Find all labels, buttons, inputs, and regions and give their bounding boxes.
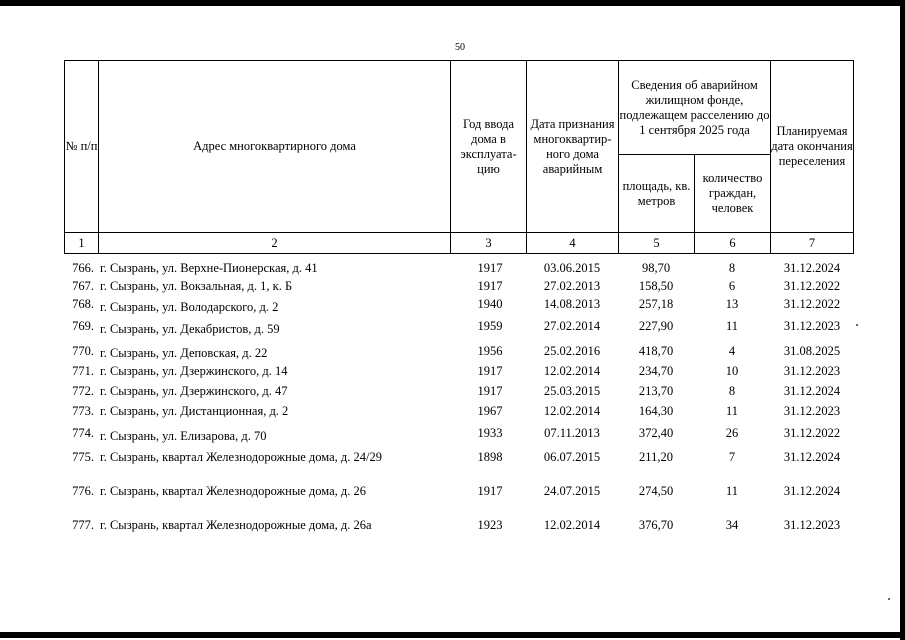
row-date: 07.11.2013 (544, 426, 600, 440)
header-count: количество граждан, человек (702, 171, 763, 215)
row-number: 772. (72, 384, 94, 398)
col-number-6: 6 (729, 235, 736, 250)
header-end: Планируемая дата окончания переселения (771, 124, 853, 168)
row-date: 12.02.2014 (543, 404, 601, 418)
row-end-date: 31.12.2024 (783, 384, 841, 398)
row-count: 11 (725, 404, 739, 418)
row-date: 24.07.2015 (543, 484, 601, 498)
row-area: 98,70 (641, 261, 671, 275)
row-year: 1917 (477, 384, 503, 398)
row-count: 10 (725, 364, 739, 378)
row-address: г. Сызрань, ул. Вокзальная, д. 1, к. Б (100, 279, 293, 293)
row-end-date: 31.12.2022 (783, 297, 841, 311)
scan-right-border (900, 0, 905, 640)
row-address: г. Сызрань, квартал Железнодорожные дома, д. 26 (100, 484, 367, 498)
row-year: 1917 (477, 364, 503, 378)
row-year: 1959 (477, 319, 503, 333)
row-number: 766. (72, 261, 94, 275)
row-area: 158,50 (638, 279, 674, 293)
row-area: 234,70 (638, 364, 674, 378)
row-count: 8 (728, 261, 736, 275)
row-number: 768. (72, 297, 94, 311)
row-area: 164,30 (638, 404, 674, 418)
row-area: 211,20 (639, 450, 673, 464)
row-area: 418,70 (638, 344, 674, 358)
row-year: 1898 (477, 450, 503, 464)
row-number: 776. (72, 484, 94, 498)
row-count: 34 (725, 518, 739, 532)
row-date: 12.02.2014 (543, 364, 601, 378)
row-end-date: 31.12.2023 (783, 404, 841, 418)
row-number: 773. (72, 404, 94, 418)
row-year: 1917 (477, 484, 503, 498)
row-number: 769. (72, 319, 94, 333)
row-address: г. Сызрань, ул. Деповская, д. 22 (100, 346, 268, 360)
row-address: г. Сызрань, квартал Железнодорожные дома, д. 24/29 (100, 450, 383, 464)
header-group: Сведения об аварийном жилищном фонде, подлежащем расселению до 1 сентября 2025 года (619, 77, 770, 137)
row-date: 06.07.2015 (543, 450, 601, 464)
header-area: площадь, кв. метров (622, 178, 691, 208)
table-header (64, 60, 854, 254)
row-year: 1933 (477, 426, 503, 440)
row-end-date: 31.12.2023 (783, 364, 841, 378)
scan-speck (888, 598, 890, 600)
row-end-date: 31.08.2025 (783, 344, 841, 358)
row-number: 767. (72, 279, 94, 293)
row-date: 14.08.2013 (543, 297, 601, 311)
row-area: 227,90 (638, 319, 674, 333)
row-address: г. Сызрань, ул. Дзержинского, д. 14 (100, 364, 288, 378)
row-end-date: 31.12.2022 (783, 426, 841, 440)
col-number-2: 2 (271, 235, 278, 250)
row-address: г. Сызрань, ул. Верхне-Пионерская, д. 41 (100, 261, 318, 275)
row-area: 274,50 (638, 484, 674, 498)
row-address: г. Сызрань, ул. Декабристов, д. 59 (100, 322, 280, 336)
row-date: 12.02.2014 (543, 518, 601, 532)
row-address: г. Сызрань, ул. Елизарова, д. 70 (100, 429, 267, 443)
col-number-4: 4 (569, 235, 576, 250)
header-date: Дата признания многоквартир-ного дома аварийным (530, 116, 615, 176)
row-address: г. Сызрань, квартал Железнодорожные дома, д. 26а (100, 518, 372, 532)
row-number: 777. (72, 518, 94, 532)
row-number: 774. (72, 426, 94, 440)
row-year: 1967 (477, 404, 503, 418)
row-year: 1923 (477, 518, 503, 532)
row-address: г. Сызрань, ул. Володарского, д. 2 (100, 300, 279, 314)
row-year: 1917 (477, 279, 503, 293)
row-year: 1917 (477, 261, 503, 275)
row-end-date: 31.12.2024 (783, 450, 841, 464)
page-number: 50 (455, 42, 465, 53)
header-num: № п/п (65, 139, 98, 153)
row-date: 25.02.2016 (543, 344, 601, 358)
row-end-date: 31.12.2022 (783, 279, 841, 293)
col-number-5: 5 (653, 235, 660, 250)
scan-speck (856, 324, 858, 326)
row-year: 1956 (477, 344, 503, 358)
row-address: г. Сызрань, ул. Дзержинского, д. 47 (100, 384, 288, 398)
row-year: 1940 (477, 297, 503, 311)
row-date: 25.03.2015 (543, 384, 601, 398)
row-number: 771. (72, 364, 94, 378)
row-count: 8 (728, 384, 736, 398)
row-number: 770. (72, 344, 94, 358)
row-count: 6 (728, 279, 736, 293)
row-count: 11 (725, 484, 739, 498)
row-end-date: 31.12.2024 (783, 484, 841, 498)
row-count: 4 (728, 344, 736, 358)
row-date: 03.06.2015 (543, 261, 601, 275)
row-count: 7 (728, 450, 736, 464)
scan-bottom-border (0, 632, 905, 638)
row-count: 26 (725, 426, 739, 440)
scan-top-border (0, 0, 905, 6)
header-year: Год ввода дома в эксплуата-цию (460, 116, 517, 176)
row-end-date: 31.12.2023 (783, 319, 841, 333)
row-number: 775. (72, 450, 94, 464)
row-address: г. Сызрань, ул. Дистанционная, д. 2 (100, 404, 289, 418)
col-number-7: 7 (808, 235, 816, 250)
col-number-1: 1 (78, 235, 85, 250)
col-number-3: 3 (485, 235, 492, 250)
row-area: 372,40 (638, 426, 674, 440)
row-date: 27.02.2013 (543, 279, 601, 293)
header-address: Адрес многоквартирного дома (193, 139, 356, 153)
row-end-date: 31.12.2024 (783, 261, 841, 275)
row-end-date: 31.12.2023 (783, 518, 841, 532)
row-count: 11 (725, 319, 739, 333)
row-area: 213,70 (638, 384, 674, 398)
row-area: 376,70 (638, 518, 674, 532)
row-count: 13 (725, 297, 739, 311)
row-area: 257,18 (638, 297, 674, 311)
row-date: 27.02.2014 (543, 319, 601, 333)
